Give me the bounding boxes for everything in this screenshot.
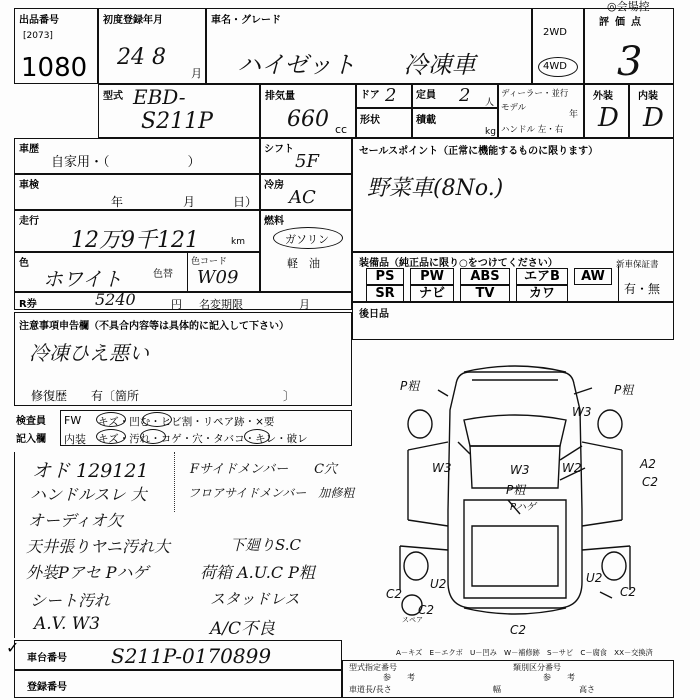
name-grade-label: 車名・グレード: [211, 15, 281, 26]
warranty-value: 有・無: [624, 282, 661, 296]
color-code-label: 色コード: [191, 257, 228, 267]
venue-copy-label: ◎会場控: [607, 0, 650, 13]
fw-label: FW: [64, 414, 82, 427]
shift-label: シフト: [264, 144, 294, 155]
damage-label: W3: [572, 405, 592, 419]
aircon-box: [260, 174, 352, 210]
chassis-box: [14, 640, 342, 670]
height-label: 高さ: [579, 685, 595, 694]
report-line: シート汚れ: [30, 591, 111, 610]
int-mark-tobacco: [244, 429, 270, 444]
fuel-box: [260, 210, 352, 292]
exterior-value: D: [598, 103, 619, 133]
history-value: 自家用・（ ）: [51, 155, 201, 170]
model-label: 型式: [103, 91, 123, 102]
report-right-line: スタッドレス: [210, 590, 300, 608]
chassis-label: 車台番号: [27, 653, 67, 664]
doors-value: 2: [385, 85, 397, 106]
color-divider: [187, 253, 188, 291]
ref-label-2: 参 考: [543, 673, 575, 682]
notes-box: [14, 312, 352, 406]
inspector-label-1: 検査員: [16, 416, 46, 427]
damage-label: P粗: [400, 379, 420, 393]
equip-leather: カワ: [516, 285, 568, 302]
color-label: 色: [19, 258, 29, 269]
report-line: 天井張りヤニ汚れ大: [26, 537, 171, 556]
report-column-divider: [174, 452, 175, 512]
history-box: [14, 138, 260, 174]
mileage-value: 12万9千121: [71, 228, 199, 253]
fuel-gas: ガソリン: [285, 233, 329, 246]
equip-sr: SR: [366, 285, 404, 302]
damage-label: W2: [562, 461, 582, 475]
report-right-line: Fサイドメンバー C穴: [190, 462, 338, 477]
after-items-label: 後日品: [359, 309, 389, 320]
fw-items: キズ・凹む・ヒビ割・リペア跡・×要: [98, 416, 275, 428]
shift-value: 5F: [295, 151, 319, 172]
equip-aw: AW: [574, 268, 612, 285]
fuel-diesel: 軽 油: [287, 257, 320, 270]
fw-mark-dent: [142, 412, 172, 427]
damage-label: C2: [418, 603, 435, 617]
inspection-box: [14, 174, 260, 210]
model-value-1: EBD-: [133, 85, 186, 109]
handle-label: ハンドル 左・右: [501, 125, 564, 135]
name-grade-value: ハイゼット 冷凍車: [237, 51, 476, 79]
dims-label: 車道長/長さ: [349, 685, 392, 694]
load-box: [412, 108, 498, 138]
lot-number-box: [14, 8, 98, 84]
shift-box: [260, 138, 352, 174]
score-box: [584, 8, 674, 84]
interior-value: D: [643, 103, 664, 133]
damage-label: A2: [640, 457, 656, 471]
damage-label: C2: [620, 585, 637, 599]
model-box: [98, 84, 260, 138]
load-label: 積載: [416, 115, 436, 126]
mileage-unit: km: [231, 237, 245, 247]
equip-pw: PW: [410, 268, 454, 285]
exterior-box: [584, 84, 629, 138]
inspection-month: 月: [183, 195, 196, 209]
rticket-label: R券: [19, 299, 37, 310]
report-right-line: 荷箱 A.U.C P粗: [200, 563, 315, 582]
sales-point-box: [352, 138, 674, 252]
damage-label: W3: [510, 463, 530, 477]
name-change-unit: 月: [299, 298, 310, 311]
capacity-unit: 人: [485, 98, 495, 108]
interior-inspect-label: 内装: [64, 433, 86, 446]
inspection-day: 日）: [233, 195, 258, 209]
spare-label: スペア: [402, 616, 423, 624]
warranty-label: 新車保証書: [616, 260, 659, 270]
report-right-line: 下廻りS.C: [230, 536, 301, 554]
equipment-label: 装備品（純正品に限り○をつけてください）: [359, 258, 558, 269]
damage-label: C2: [642, 475, 659, 489]
int-mark-scratch: [96, 429, 126, 444]
width-label: 幅: [493, 685, 501, 694]
shape-box: [356, 108, 412, 138]
report-right-line: A/C不良: [210, 619, 276, 639]
inspection-year: 年: [111, 195, 124, 209]
inspection-label: 車検: [19, 180, 39, 191]
report-area: [14, 452, 355, 638]
history-label: 車歴: [19, 144, 39, 155]
name-grade-box: [206, 8, 532, 84]
damage-label: Pハゲ: [510, 502, 537, 513]
color-box: [14, 252, 260, 292]
aircon-value: AC: [289, 187, 316, 208]
color-code-value: W09: [197, 267, 239, 288]
mileage-box: [14, 210, 260, 252]
interior-label: 内装: [638, 91, 658, 102]
notes-value: 冷凍ひえ悪い: [29, 341, 149, 365]
notes-label: 注意事項申告欄（不具合内容等は具体的に記入して下さい）: [19, 321, 289, 332]
displacement-box: [260, 84, 356, 138]
exterior-label: 外装: [593, 91, 613, 102]
registration-box: [14, 670, 342, 698]
sales-point-label: セールスポイント（正常に機能するものに限ります）: [359, 146, 599, 157]
model-value-2: S211P: [141, 109, 213, 134]
equip-airbag: エアB: [516, 268, 568, 285]
damage-label: P粗: [506, 483, 526, 497]
first-registration-value: 24 8: [117, 45, 166, 70]
class-no-label: 類別区分番号: [513, 663, 561, 672]
rticket-unit: 円: [171, 298, 182, 311]
drive-4wd: 4WD: [543, 61, 567, 72]
shape-label: 形状: [360, 115, 380, 126]
displacement-value: 660: [287, 107, 329, 132]
fw-mark-scratch: [96, 412, 126, 427]
equip-navi: ナビ: [410, 285, 454, 302]
displacement-unit: cc: [335, 123, 348, 136]
damage-label: U2: [430, 577, 447, 591]
chassis-value: S211P-0170899: [111, 644, 272, 668]
interior-box: [629, 84, 674, 138]
aircon-label: 冷房: [264, 180, 284, 191]
lot-number-label: 出品番号: [19, 15, 59, 26]
car-damage-diagram: [360, 350, 680, 640]
color-swap-label: 色替: [153, 269, 173, 280]
displacement-label: 排気量: [265, 91, 295, 102]
int-mark-dirt: [140, 429, 166, 444]
dealer-label: ディーラー・並行: [501, 89, 569, 99]
lot-sub: [2073]: [23, 31, 53, 41]
inspector-label-2: 記入欄: [16, 434, 46, 445]
interior-inspect-items: キズ・汚れ・コゲ・穴・タバコ・キレ・破レ: [98, 433, 308, 445]
report-line: A.V. W3: [34, 614, 101, 634]
name-change-label: 名変期限: [199, 298, 243, 311]
model-year-label: モデル: [501, 103, 527, 113]
report-line: 外装Pアセ Pハゲ: [26, 563, 149, 582]
damage-label: P粗: [614, 383, 634, 397]
color-value: ホワイト: [43, 267, 123, 291]
first-registration-box: [98, 8, 206, 84]
dealer-box: [498, 84, 584, 138]
equip-abs: ABS: [460, 268, 510, 285]
report-line: オーディオ欠: [28, 511, 123, 530]
score-label: 評価点: [599, 17, 647, 28]
report-line: オド 129121: [32, 460, 149, 482]
type-no-label: 型式指定番号: [349, 663, 397, 672]
ref-label-1: 参 考: [383, 673, 415, 682]
sales-point-value: 野菜車(8No.): [367, 176, 504, 201]
after-items-box: [352, 302, 674, 340]
damage-label: C2: [386, 587, 403, 601]
month-unit: 月: [191, 67, 202, 80]
drive-box: [532, 8, 584, 84]
reference-box: [342, 660, 674, 698]
rticket-box: [14, 292, 352, 310]
drive-2wd: 2WD: [543, 27, 567, 38]
score-value: 3: [617, 39, 643, 85]
equip-ps: PS: [366, 268, 404, 285]
equip-tv: TV: [460, 285, 510, 302]
damage-label: C2: [510, 623, 527, 637]
capacity-box: [412, 84, 498, 108]
lot-number-value: 1080: [21, 53, 88, 83]
doors-box: [356, 84, 412, 108]
doors-label: ドア: [360, 90, 380, 101]
damage-legend: A－キズ E－エクボ U－凹み W－補修跡 S－サビ C－腐食 XX－交換済: [396, 648, 653, 657]
report-line: ハンドルスレ 大: [30, 485, 147, 504]
rticket-value: 5240: [95, 290, 136, 309]
first-registration-label: 初度登録年月: [103, 15, 163, 26]
repair-history: 修復歴 有〔箇所 〕: [31, 389, 296, 403]
report-right-line: フロアサイドメンバー 加修粗: [188, 486, 355, 500]
year-unit: 年: [569, 110, 579, 120]
load-unit: kg: [485, 127, 496, 137]
capacity-value: 2: [459, 85, 471, 106]
damage-label: U2: [586, 571, 603, 585]
registration-label: 登録番号: [27, 682, 67, 693]
damage-label: W3: [432, 461, 452, 475]
check-mark: ✓: [6, 638, 20, 657]
fuel-label: 燃料: [264, 216, 284, 227]
capacity-label: 定員: [416, 90, 436, 101]
mileage-label: 走行: [19, 216, 39, 227]
